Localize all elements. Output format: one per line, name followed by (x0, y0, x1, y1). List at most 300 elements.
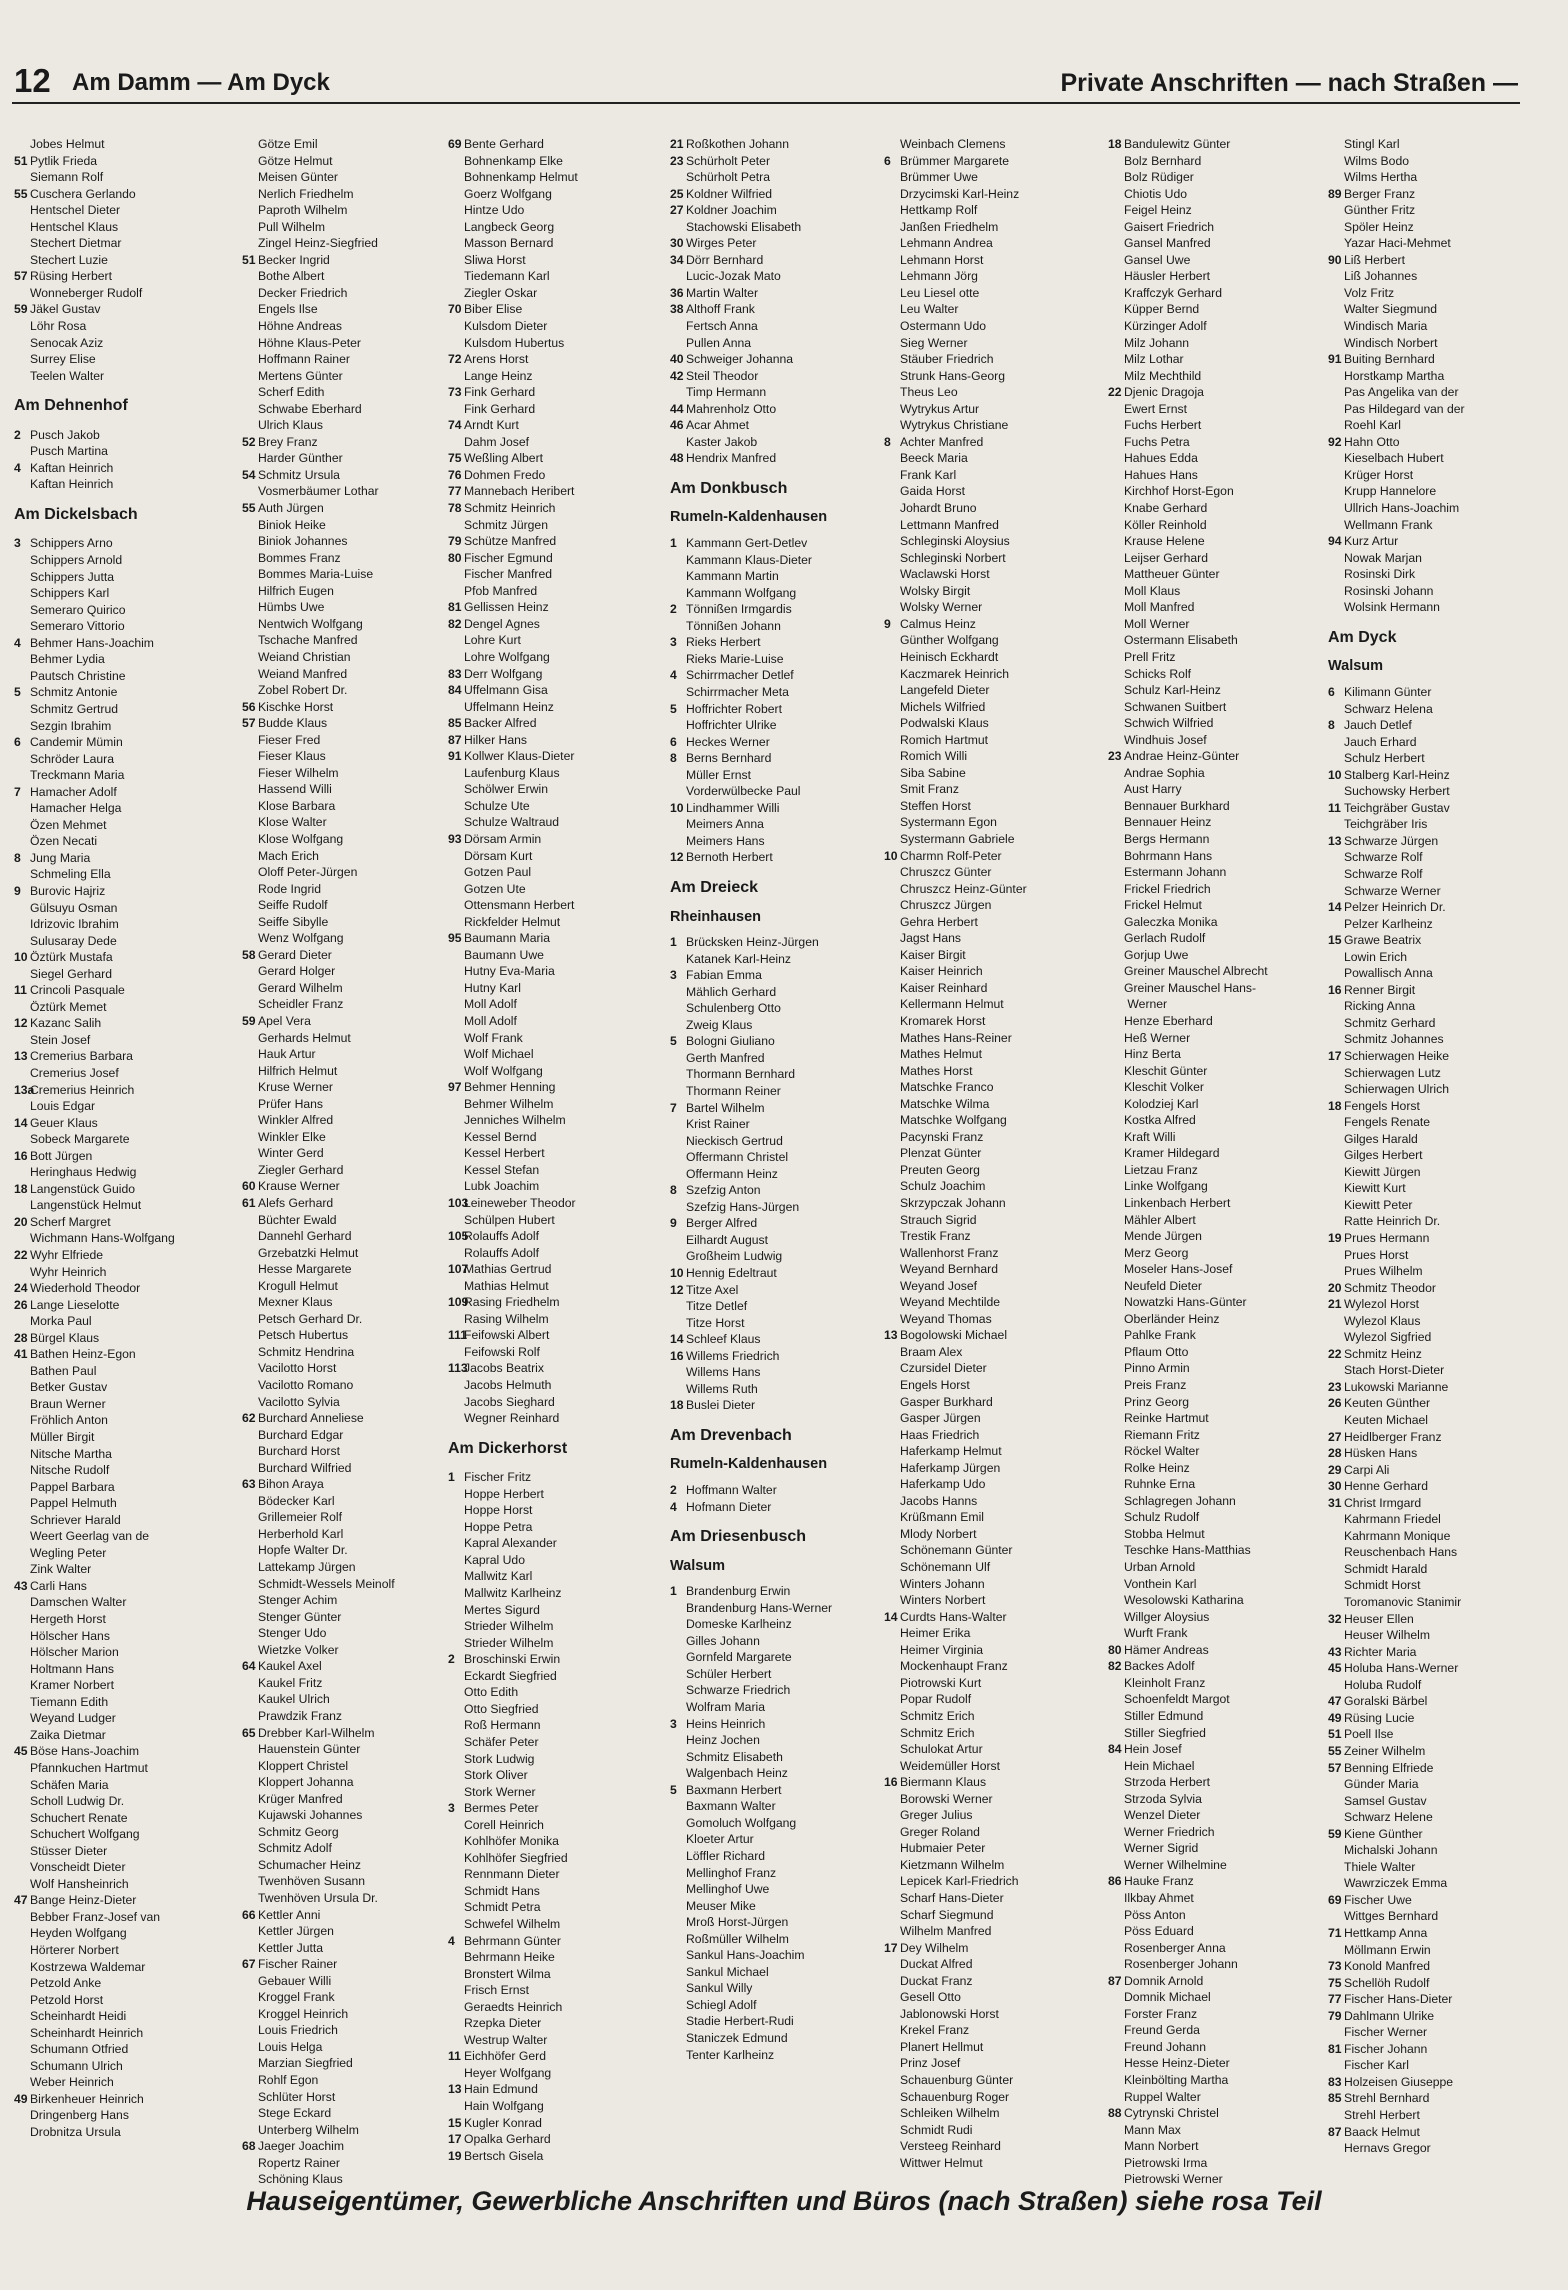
resident-entry (1108, 649, 1318, 666)
resident-name: Scheinhardt Heidi (30, 2009, 127, 2024)
house-number: 16 (1328, 982, 1342, 997)
resident-name: Bott Jürgen (30, 1148, 93, 1163)
house-number: 4 (670, 1499, 677, 1514)
resident-name: Schwarze Friedrich (686, 1683, 791, 1698)
resident-name: Holzeisen Giuseppe (1344, 2074, 1454, 2089)
house-number: 23 (1328, 1379, 1342, 1394)
resident-name: Lepicek Karl-Friedrich (900, 1874, 1019, 1889)
resident-entry (670, 401, 880, 418)
resident-name: Brücksken Heinz-Jürgen (686, 935, 819, 950)
house-number: 6 (670, 734, 677, 749)
resident-entry (1108, 1973, 1318, 1990)
house-number: 87 (1108, 1973, 1122, 1988)
resident-entry (14, 1197, 224, 1214)
resident-name: Heyer Wolfgang (464, 2065, 552, 2080)
resident-entry (14, 1859, 224, 1876)
resident-name: Petsch Gerhard Dr. (258, 1311, 363, 1326)
resident-entry (1108, 1940, 1318, 1957)
resident-entry (448, 1535, 658, 1552)
resident-name: Rasing Friedhelm (464, 1295, 560, 1310)
resident-name: Fischer Uwe (1344, 1892, 1412, 1907)
resident-name: Pacynski Franz (900, 1129, 984, 1144)
resident-name: Gomoluch Wolfgang (686, 1815, 797, 1830)
resident-entry (884, 1807, 1094, 1824)
resident-name: Hauke Franz (1124, 1874, 1194, 1889)
resident-entry (884, 599, 1094, 616)
resident-name: Fengels Horst (1344, 1098, 1420, 1113)
house-number: 15 (448, 2115, 462, 2130)
resident-entry (448, 1751, 658, 1768)
resident-entry (1108, 1013, 1318, 1030)
resident-name: Sankul Michael (686, 1964, 769, 1979)
resident-entry (1108, 252, 1318, 269)
resident-name: Lettmann Manfred (900, 517, 999, 532)
resident-name: Milz Mechthild (1124, 368, 1202, 383)
resident-entry (1108, 1195, 1318, 1212)
resident-entry (670, 1947, 880, 1964)
resident-name: Walter Siegmund (1344, 302, 1438, 317)
resident-entry (1108, 1559, 1318, 1576)
resident-name: Fieser Klaus (258, 749, 326, 764)
resident-entry (14, 800, 224, 817)
resident-entry (1108, 1079, 1318, 1096)
resident-entry (670, 235, 880, 252)
resident-name: Jacobs Hanns (900, 1493, 978, 1508)
resident-name: Gaisert Friedrich (1124, 219, 1215, 234)
resident-name: Feifowski Albert (464, 1328, 550, 1343)
resident-name: Ullrich Hans-Joachim (1344, 501, 1460, 516)
district-heading: Rheinhausen (670, 908, 762, 925)
resident-entry (242, 699, 452, 716)
resident-name: Goerz Wolfgang (464, 186, 552, 201)
house-number: 3 (670, 968, 677, 983)
resident-entry (1108, 1493, 1318, 1510)
resident-entry (14, 1975, 224, 1992)
resident-name: Milz Johann (1124, 335, 1190, 350)
resident-name: Mathes Horst (900, 1063, 973, 1078)
resident-name: Ewert Ernst (1124, 401, 1187, 416)
resident-entry (884, 649, 1094, 666)
resident-name: Wilhelm Manfred (900, 1924, 992, 1939)
resident-entry (448, 1344, 658, 1361)
resident-name: Stingl Karl (1344, 137, 1400, 151)
resident-name: Bihon Araya (258, 1477, 324, 1492)
resident-entry (670, 136, 880, 153)
resident-entry (884, 202, 1094, 219)
house-number: 56 (242, 699, 256, 714)
resident-name: Zaika Dietmar (30, 1727, 106, 1742)
resident-entry (1328, 1296, 1538, 1313)
resident-entry (1328, 467, 1538, 484)
resident-entry (1328, 1429, 1538, 1446)
resident-name: Hämer Andreas (1124, 1642, 1209, 1657)
house-number: 2 (670, 602, 677, 617)
resident-name: Schumacher Heinz (258, 1857, 361, 1872)
resident-entry (1328, 483, 1538, 500)
resident-name: Sieg Werner (900, 335, 968, 350)
resident-name: Krupp Hannelore (1344, 484, 1437, 499)
resident-entry (884, 467, 1094, 484)
resident-name: Andrae Heinz-Günter (1124, 749, 1240, 764)
resident-name: Titze Horst (686, 1315, 745, 1330)
resident-entry (1108, 1030, 1318, 1047)
resident-name: Bürgel Klaus (30, 1330, 100, 1345)
resident-entry (14, 1843, 224, 1860)
resident-name: Schulz Karl-Heinz (1124, 683, 1221, 698)
resident-name: Hoffrichter Ulrike (686, 718, 777, 733)
resident-entry (242, 318, 452, 335)
resident-entry (448, 136, 658, 153)
resident-name: Acar Ahmet (686, 418, 749, 433)
house-number: 27 (670, 203, 684, 218)
resident-entry (1328, 202, 1538, 219)
resident-name: Feigel Heinz (1124, 203, 1192, 218)
resident-entry (884, 1145, 1094, 1162)
resident-name: Schmitz Gerhard (1344, 1015, 1436, 1030)
resident-entry (884, 1079, 1094, 1096)
resident-name: Wolf Frank (464, 1030, 523, 1045)
resident-name: Seiffe Sibylle (258, 914, 329, 929)
resident-name: Öztürk Mustafa (30, 950, 113, 965)
resident-name: Weyand Thomas (900, 1311, 992, 1326)
house-number: 65 (242, 1725, 256, 1740)
resident-entry (448, 384, 658, 401)
resident-name: Stege Eckard (258, 2106, 332, 2121)
house-number: 12 (670, 1282, 684, 1297)
resident-entry (884, 666, 1094, 683)
resident-name: Ilkbay Ahmet (1124, 1890, 1194, 1905)
resident-name: Westrup Walter (464, 2032, 548, 2047)
resident-name: Alefs Gerhard (258, 1196, 334, 1210)
resident-entry (1108, 1178, 1318, 1195)
resident-entry (670, 351, 880, 368)
house-number: 38 (670, 302, 684, 317)
resident-entry (1328, 1908, 1538, 1925)
directory-column (242, 136, 452, 2187)
resident-name: Frank Karl (900, 467, 957, 482)
resident-entry (670, 1980, 880, 1997)
resident-entry (884, 2039, 1094, 2056)
resident-entry (448, 368, 658, 385)
resident-entry (884, 285, 1094, 302)
resident-name: Kietzmann Wilhelm (900, 1857, 1005, 1872)
house-number: 21 (1328, 1297, 1342, 1312)
resident-name: Mende Jürgen (1124, 1229, 1202, 1244)
resident-entry (242, 1873, 452, 1890)
resident-entry (884, 1360, 1094, 1377)
resident-name: Merz Georg (1124, 1245, 1189, 1260)
house-number: 8 (670, 1183, 677, 1198)
resident-name: Götze Emil (258, 137, 318, 151)
resident-name: Leineweber Theodor (464, 1196, 576, 1210)
resident-entry (242, 1427, 452, 1444)
resident-entry (670, 434, 880, 451)
resident-entry (670, 1765, 880, 1782)
resident-entry (14, 1495, 224, 1512)
house-number: 13 (884, 1328, 898, 1343)
resident-entry (670, 618, 880, 635)
resident-entry (448, 1079, 658, 1096)
resident-entry (1108, 153, 1318, 170)
resident-entry (1328, 1528, 1538, 1545)
resident-entry (884, 1526, 1094, 1543)
resident-name: Richter Maria (1344, 1644, 1417, 1659)
resident-entry (242, 285, 452, 302)
resident-name: Wirges Peter (686, 236, 757, 251)
resident-name: Jauch Detlef (1344, 718, 1412, 733)
resident-name: Idrizovic Ibrahim (30, 917, 119, 932)
resident-name: Schmitz Johannes (1344, 1032, 1444, 1047)
resident-entry (1108, 1542, 1318, 1559)
resident-name: Rolke Heinz (1124, 1460, 1190, 1475)
house-number: 9 (670, 1216, 677, 1231)
resident-name: Schippers Karl (30, 586, 110, 601)
resident-name: Lehmann Horst (900, 252, 984, 267)
house-number: 82 (448, 616, 462, 631)
resident-entry (14, 1247, 224, 1264)
resident-entry (14, 476, 224, 493)
resident-name: Powallisch Anna (1344, 966, 1433, 981)
resident-entry (242, 1526, 452, 1543)
resident-name: Schäfen Maria (30, 1777, 109, 1792)
resident-name: Domnik Arnold (1124, 1973, 1204, 1988)
resident-name: Engels Horst (900, 1378, 970, 1393)
resident-name: Scharf Siegmund (900, 1907, 994, 1922)
resident-entry (242, 1096, 452, 1113)
resident-name: Hendrix Manfred (686, 451, 777, 466)
resident-entry (670, 833, 880, 850)
house-number: 67 (242, 1957, 256, 1972)
resident-entry (448, 1767, 658, 1784)
resident-name: Strieder Wilhelm (464, 1619, 554, 1634)
resident-entry (448, 748, 658, 765)
house-number: 51 (242, 252, 256, 267)
resident-entry (884, 1708, 1094, 1725)
resident-entry (448, 1833, 658, 1850)
resident-entry (448, 1899, 658, 1916)
resident-name: Meisen Günter (258, 170, 338, 185)
resident-entry (1328, 1644, 1538, 1661)
resident-name: Waclawski Horst (900, 567, 990, 582)
resident-name: Kischke Horst (258, 699, 334, 714)
resident-entry (884, 335, 1094, 352)
resident-name: Scheidler Franz (258, 997, 344, 1012)
resident-entry (448, 1784, 658, 1801)
resident-entry (1328, 750, 1538, 767)
house-number: 47 (1328, 1694, 1342, 1709)
resident-entry (1108, 1377, 1318, 1394)
resident-name: Hergeth Horst (30, 1612, 106, 1627)
resident-name: Kostrzewa Waldemar (30, 1959, 146, 1974)
resident-name: Schweiger Johanna (686, 352, 794, 367)
resident-entry (1328, 932, 1538, 949)
resident-entry (448, 831, 658, 848)
resident-name: Damschen Walter (30, 1595, 127, 1610)
resident-entry (242, 1145, 452, 1162)
house-number: 16 (14, 1148, 28, 1163)
resident-entry (670, 1397, 880, 1414)
resident-entry (1108, 848, 1318, 865)
house-number: 81 (448, 600, 462, 615)
house-number: 47 (14, 1893, 28, 1908)
resident-name: Prinz Josef (900, 2056, 961, 2071)
resident-entry (1328, 285, 1538, 302)
resident-name: Büchter Ewald (258, 1212, 337, 1227)
resident-entry (448, 732, 658, 749)
house-number: 74 (448, 418, 462, 433)
resident-name: Kahrmann Friedel (1344, 1512, 1441, 1527)
resident-name: Gebauer Willi (258, 1973, 332, 1988)
resident-entry (14, 1346, 224, 1363)
resident-name: Strieder Wilhelm (464, 1635, 554, 1650)
resident-entry (448, 963, 658, 980)
resident-name: Bennauer Heinz (1124, 815, 1212, 830)
house-number: 43 (1328, 1644, 1342, 1659)
resident-name: Günther Fritz (1344, 203, 1416, 218)
resident-entry (242, 1741, 452, 1758)
resident-name: Fischer Rainer (258, 1957, 338, 1972)
resident-entry (884, 434, 1094, 451)
resident-entry (14, 1992, 224, 2009)
resident-entry (448, 1602, 658, 1619)
resident-entry (1108, 285, 1318, 302)
resident-entry (670, 1215, 880, 1232)
resident-name: Sulusaray Dede (30, 933, 117, 948)
resident-entry (448, 1245, 658, 1262)
resident-name: Heringhaus Hedwig (30, 1165, 137, 1180)
resident-entry (670, 1848, 880, 1865)
resident-entry (884, 517, 1094, 534)
house-number: 22 (14, 1248, 28, 1262)
resident-entry (670, 552, 880, 569)
resident-name: Gaida Horst (900, 484, 966, 499)
resident-name: Skrzypczak Johann (900, 1196, 1006, 1210)
resident-name: Gorjup Uwe (1124, 947, 1189, 962)
resident-name: Stechert Dietmar (30, 236, 122, 251)
resident-name: Katanek Karl-Heinz (686, 951, 791, 966)
house-number: 17 (448, 2132, 462, 2147)
resident-name: Jacobs Helmuth (464, 1378, 552, 1393)
resident-entry (242, 2122, 452, 2139)
resident-entry (884, 1129, 1094, 1146)
resident-name: Rosinski Dirk (1344, 567, 1416, 582)
resident-entry (884, 2105, 1094, 2122)
resident-entry (14, 1032, 224, 1049)
resident-name: Vacilotto Sylvia (258, 1394, 340, 1409)
resident-name: Titze Axel (686, 1282, 739, 1297)
house-number: 89 (1328, 186, 1342, 201)
resident-entry (448, 583, 658, 600)
resident-entry (14, 1760, 224, 1777)
resident-name: Mählich Gerhard (686, 984, 777, 999)
resident-entry (1108, 136, 1318, 153)
resident-entry (14, 866, 224, 883)
resident-name: Louis Friedrich (258, 2023, 338, 2038)
resident-name: Winkler Elke (258, 1129, 326, 1144)
resident-entry (14, 301, 224, 318)
resident-name: Schippers Arnold (30, 553, 123, 568)
resident-name: Strzoda Herbert (1124, 1775, 1211, 1790)
resident-entry (14, 999, 224, 1016)
resident-name: Höhne Andreas (258, 319, 343, 334)
resident-entry (884, 1725, 1094, 1742)
resident-name: Zeiner Wilhelm (1344, 1743, 1426, 1758)
resident-entry (884, 1178, 1094, 1195)
resident-name: Jenniches Wilhelm (464, 1113, 566, 1128)
resident-name: Hettkamp Anna (1344, 1925, 1428, 1940)
resident-name: Kiene Günther (1344, 1826, 1423, 1841)
resident-name: Eckardt Siegfried (464, 1668, 557, 1683)
resident-entry (448, 781, 658, 798)
resident-entry (1328, 1892, 1538, 1909)
resident-name: Hoffmann Walter (686, 1483, 777, 1498)
resident-name: Tenter Karlheinz (686, 2047, 775, 2062)
resident-entry (1328, 1015, 1538, 1032)
house-number: 57 (1328, 1760, 1342, 1775)
resident-name: Siemann Rolf (30, 170, 104, 185)
resident-entry (448, 1701, 658, 1718)
street-heading: Am Dickelsbach (14, 505, 138, 523)
resident-entry (884, 881, 1094, 898)
resident-entry (242, 1824, 452, 1841)
resident-name: Domeske Karlheinz (686, 1617, 792, 1632)
resident-name: Linke Wolfgang (1124, 1179, 1208, 1194)
resident-entry (670, 1050, 880, 1067)
resident-name: Drzycimski Karl-Heinz (900, 186, 1020, 201)
resident-name: Schulenberg Otto (686, 1001, 781, 1016)
resident-entry (242, 1377, 452, 1394)
house-number: 10 (1328, 767, 1342, 782)
resident-name: Matschke Wolfgang (900, 1113, 1007, 1128)
resident-entry (448, 351, 658, 368)
resident-name: Christ Irmgard (1344, 1495, 1422, 1510)
resident-entry (14, 833, 224, 850)
resident-entry (884, 1774, 1094, 1791)
resident-name: Dörsam Armin (464, 831, 542, 846)
resident-entry (670, 585, 880, 602)
resident-entry (242, 401, 452, 418)
resident-entry (14, 635, 224, 652)
resident-entry (1328, 2074, 1538, 2091)
resident-name: Podwalski Klaus (900, 716, 989, 731)
resident-entry (670, 417, 880, 434)
resident-entry (884, 1642, 1094, 1659)
resident-name: Küpper Bernd (1124, 302, 1200, 317)
resident-name: Vosmerbäumer Lothar (258, 484, 379, 499)
resident-entry (14, 1661, 224, 1678)
resident-name: Dringenberg Hans (30, 2108, 129, 2123)
resident-entry (242, 1443, 452, 1460)
resident-name: Kleinbölting Martha (1124, 2072, 1229, 2087)
resident-entry (1328, 368, 1538, 385)
resident-name: Rieks Marie-Luise (686, 651, 784, 666)
resident-name: Schierwagen Lutz (1344, 1065, 1441, 1080)
resident-entry (14, 1942, 224, 1959)
resident-name: Hassend Willi (258, 782, 332, 797)
resident-entry (1108, 268, 1318, 285)
house-number: 8 (14, 850, 21, 865)
resident-entry (1108, 963, 1318, 980)
resident-entry (670, 1716, 880, 1733)
resident-name: Kaiser Birgit (900, 947, 966, 962)
resident-name: Becker Ingrid (258, 252, 330, 267)
resident-name: Lubk Joachim (464, 1179, 540, 1194)
resident-name: Duckat Franz (900, 1973, 973, 1988)
resident-entry (14, 982, 224, 999)
resident-name: Petsch Hubertus (258, 1328, 349, 1343)
resident-name: Borowski Werner (900, 1791, 993, 1806)
resident-entry (1328, 1975, 1538, 1992)
